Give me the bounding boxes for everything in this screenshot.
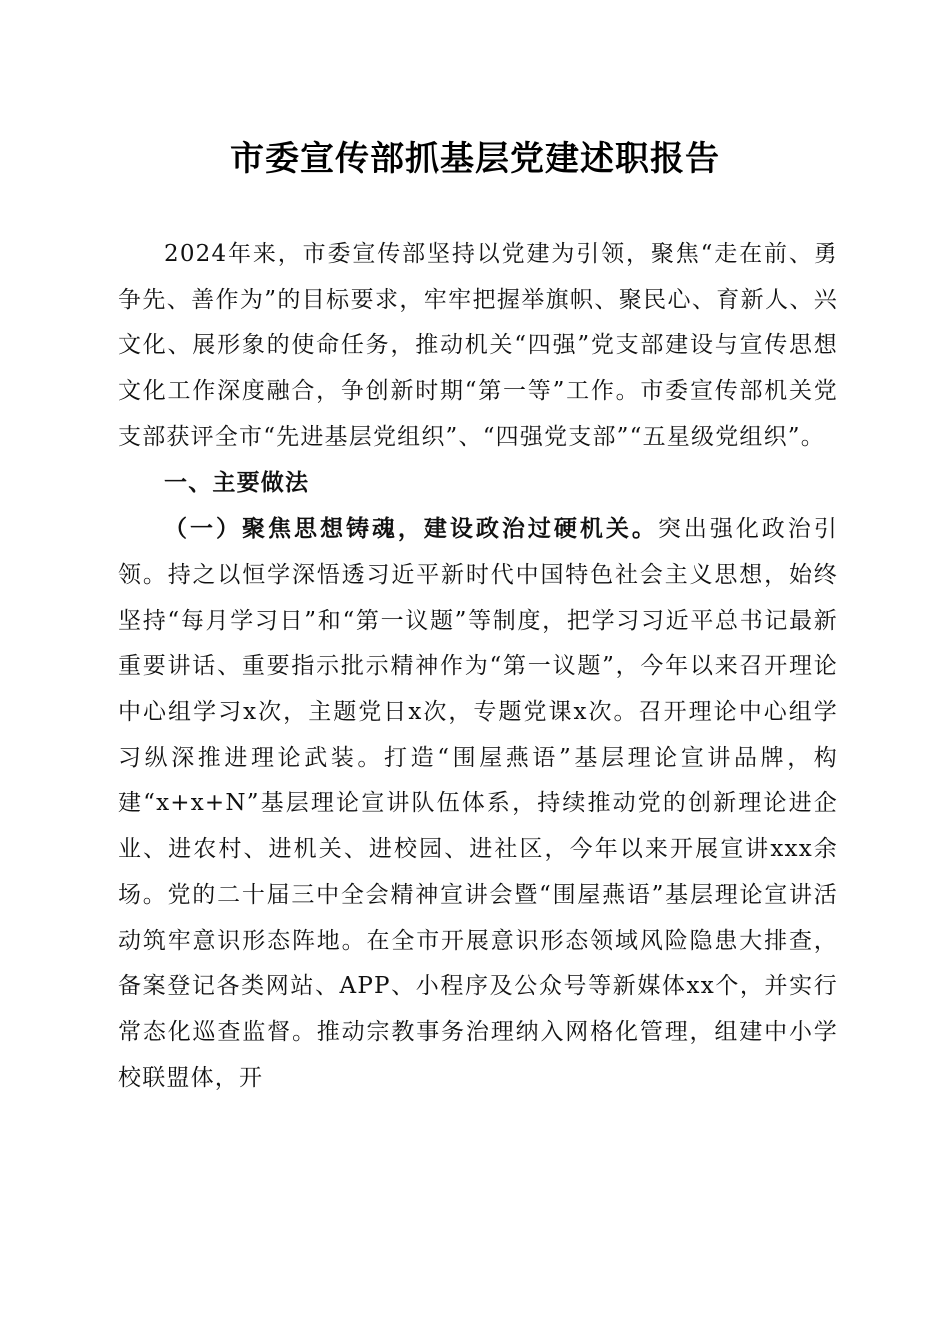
subsection-paragraph [118, 506, 838, 1101]
document-title: 市委宣传部抓基层党建述职报告 [230, 139, 720, 179]
document-body [118, 232, 838, 1101]
subsection-heading: （一）聚焦思想铸魂，建设政治过硬机关。 [164, 515, 658, 543]
intro-paragraph: 2024年来，市委宣传部坚持以党建为引领，聚焦“走在前、勇争先、善作为”的目标要求，牢牢把握举旗帜、聚民心、育新人、兴文化、展形象的使命任务，推动机关“四强”党支部建设与宣传思想文化工作深度融合，争创新时期“第一等”工作。市委宣传部机关党支部获评全市“先进基层党组织”、“四强党支部”“五星级党组织”。 [118, 241, 838, 450]
subsection-body: 突出强化政治引领。持之以恒学深悟透习近平新时代中国特色社会主义思想，始终坚持“每月学习日”和“第一议题”等制度，把学习习近平总书记最新重要讲话、重要指示批示精神作为“第一议题”，今年以来召开理论中心组学习x次，主题党日x次，专题党课x次。召开理论中心组学习纵深推进理论武装。打造“围屋燕语”基层理论宣讲品牌，构建“x+x+N”基层理论宣讲队伍体系，持续推动党的创新理论进企业、进农村、进机关、进校园、进社区，今年以来开展宣讲xxx余场。党的二十届三中全会精神宣讲会暨“围屋燕语”基层理论宣讲活动筑牢意识形态阵地。在全市开展意识形态领域风险隐患大排查，备案登记各类网站、APP、小程序及公众号等新媒体xx个，并实行常态化巡查监督。推动宗教事务治理纳入网格化管理，组建中小学校联盟体，开 [118, 516, 838, 1091]
section-heading: 一、主要做法 [164, 469, 310, 496]
